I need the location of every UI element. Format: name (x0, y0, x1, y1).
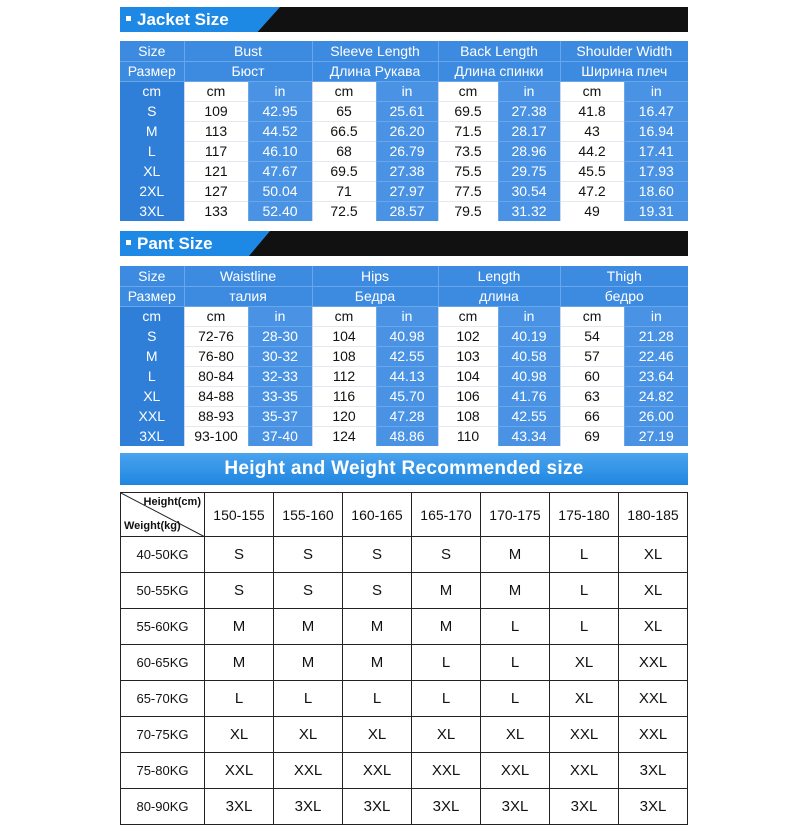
size-cell: XXL (619, 717, 688, 753)
size-cell: L (274, 681, 343, 717)
table-row (121, 717, 688, 753)
table-cell: 28.17 (498, 121, 560, 141)
size-cell: XXL (274, 753, 343, 789)
weight-label: 50-55KG (121, 573, 205, 609)
unit-cm: cm (184, 306, 248, 326)
header-length: Length (438, 266, 560, 286)
size-cell: S (274, 573, 343, 609)
table-cell: 121 (184, 161, 248, 181)
table-cell: 108 (312, 346, 376, 366)
size-cell: XXL (619, 645, 688, 681)
header-bust: Bust (184, 41, 312, 61)
height-header: 175-180 (550, 493, 619, 537)
height-header: 180-185 (619, 493, 688, 537)
table-cell: 48.86 (376, 426, 438, 446)
table-cell: 117 (184, 141, 248, 161)
jacket-size-table (120, 41, 688, 221)
table-cell: 65 (312, 101, 376, 121)
header-bust-ru: Бюст (184, 61, 312, 81)
table-cell: 84-88 (184, 386, 248, 406)
table-cell: 71 (312, 181, 376, 201)
table-cell: 25.61 (376, 101, 438, 121)
table-cell: 76-80 (184, 346, 248, 366)
table-row (120, 366, 688, 386)
table-cell: 104 (438, 366, 498, 386)
size-label: XL (120, 161, 184, 181)
size-cell: XL (343, 717, 412, 753)
weight-label: 70-75KG (121, 717, 205, 753)
header-shoulder-width-ru: Ширина плеч (560, 61, 688, 81)
table-row (121, 753, 688, 789)
size-cell: 3XL (481, 789, 550, 825)
table-cell: 40.98 (376, 326, 438, 346)
table-cell: 120 (312, 406, 376, 426)
header-hips: Hips (312, 266, 438, 286)
size-cell: S (274, 537, 343, 573)
table-row (120, 181, 688, 201)
size-cell: XL (274, 717, 343, 753)
table-cell: 41.8 (560, 101, 624, 121)
table-cell: 49 (560, 201, 624, 221)
table-row (120, 326, 688, 346)
unit-in: in (624, 81, 688, 101)
table-row (121, 645, 688, 681)
unit-cm: cm (312, 306, 376, 326)
size-cell: M (412, 609, 481, 645)
table-cell: 47.2 (560, 181, 624, 201)
table-cell: 80-84 (184, 366, 248, 386)
table-cell: 44.13 (376, 366, 438, 386)
size-cell: M (481, 573, 550, 609)
table-cell: 116 (312, 386, 376, 406)
table-row (121, 537, 688, 573)
unit-label: cm (120, 306, 184, 326)
header-shoulder-width: Shoulder Width (560, 41, 688, 61)
size-cell: M (274, 609, 343, 645)
table-cell: 37-40 (248, 426, 312, 446)
header-thigh-ru: бедро (560, 286, 688, 306)
size-cell: L (481, 645, 550, 681)
size-cell: 3XL (619, 753, 688, 789)
size-cell: L (412, 681, 481, 717)
table-cell: 57 (560, 346, 624, 366)
unit-in: in (376, 81, 438, 101)
size-cell: 3XL (619, 789, 688, 825)
header-length-ru: длина (438, 286, 560, 306)
weight-label: 60-65KG (121, 645, 205, 681)
table-cell: 110 (438, 426, 498, 446)
table-cell: 43.34 (498, 426, 560, 446)
header-back-length-ru: Длина спинки (438, 61, 560, 81)
size-cell: S (205, 573, 274, 609)
table-cell: 24.82 (624, 386, 688, 406)
table-cell: 26.00 (624, 406, 688, 426)
table-cell: 113 (184, 121, 248, 141)
size-cell: L (205, 681, 274, 717)
table-cell: 106 (438, 386, 498, 406)
table-cell: 29.75 (498, 161, 560, 181)
height-header: 160-165 (343, 493, 412, 537)
size-cell: XL (550, 681, 619, 717)
size-label: M (120, 121, 184, 141)
size-cell: M (205, 645, 274, 681)
weight-label: 80-90KG (121, 789, 205, 825)
header-sleeve-length-ru: Длина Рукава (312, 61, 438, 81)
size-cell: XL (619, 609, 688, 645)
table-cell: 71.5 (438, 121, 498, 141)
pant-size-title: Pant Size (137, 234, 213, 253)
unit-cm: cm (560, 81, 624, 101)
table-cell: 28-30 (248, 326, 312, 346)
table-cell: 30-32 (248, 346, 312, 366)
size-cell: L (550, 573, 619, 609)
jacket-size-title: Jacket Size (137, 10, 229, 29)
size-cell: L (412, 645, 481, 681)
table-cell: 72.5 (312, 201, 376, 221)
size-cell: 3XL (550, 789, 619, 825)
table-cell: 41.76 (498, 386, 560, 406)
table-cell: 69.5 (312, 161, 376, 181)
table-cell: 42.95 (248, 101, 312, 121)
table-cell: 108 (438, 406, 498, 426)
table-cell: 112 (312, 366, 376, 386)
size-label: 3XL (120, 426, 184, 446)
table-cell: 46.10 (248, 141, 312, 161)
size-label: L (120, 366, 184, 386)
size-cell: 3XL (274, 789, 343, 825)
table-cell: 42.55 (498, 406, 560, 426)
unit-in: in (248, 306, 312, 326)
bullet-square-icon (126, 240, 131, 245)
size-cell: L (550, 537, 619, 573)
size-cell: S (343, 573, 412, 609)
unit-in: in (624, 306, 688, 326)
recommend-table (120, 492, 688, 825)
unit-cm: cm (438, 306, 498, 326)
recommend-title: Height and Weight Recommended size (224, 458, 584, 479)
table-row (121, 789, 688, 825)
table-cell: 17.93 (624, 161, 688, 181)
table-cell: 60 (560, 366, 624, 386)
table-cell: 77.5 (438, 181, 498, 201)
table-cell: 26.79 (376, 141, 438, 161)
weight-label: 65-70KG (121, 681, 205, 717)
size-cell: XXL (619, 681, 688, 717)
table-cell: 27.38 (376, 161, 438, 181)
table-row (120, 141, 688, 161)
table-cell: 44.52 (248, 121, 312, 141)
table-cell: 54 (560, 326, 624, 346)
table-cell: 127 (184, 181, 248, 201)
table-cell: 109 (184, 101, 248, 121)
size-cell: XXL (481, 753, 550, 789)
weight-label: 55-60KG (121, 609, 205, 645)
unit-label: cm (120, 81, 184, 101)
size-label: L (120, 141, 184, 161)
table-row (121, 573, 688, 609)
table-row (120, 406, 688, 426)
table-row (120, 101, 688, 121)
table-cell: 22.46 (624, 346, 688, 366)
header-size: Size (120, 41, 184, 61)
unit-in: in (376, 306, 438, 326)
size-label: XL (120, 386, 184, 406)
table-cell: 21.28 (624, 326, 688, 346)
table-cell: 16.94 (624, 121, 688, 141)
height-header: 150-155 (205, 493, 274, 537)
size-cell: 3XL (412, 789, 481, 825)
size-cell: L (481, 681, 550, 717)
table-cell: 17.41 (624, 141, 688, 161)
table-cell: 27.97 (376, 181, 438, 201)
size-cell: L (481, 609, 550, 645)
header-size: Size (120, 266, 184, 286)
size-cell: L (550, 609, 619, 645)
table-cell: 75.5 (438, 161, 498, 181)
table-cell: 50.04 (248, 181, 312, 201)
size-cell: XXL (343, 753, 412, 789)
table-cell: 104 (312, 326, 376, 346)
table-cell: 44.2 (560, 141, 624, 161)
table-cell: 23.64 (624, 366, 688, 386)
table-cell: 28.96 (498, 141, 560, 161)
unit-cm: cm (312, 81, 376, 101)
size-label: M (120, 346, 184, 366)
table-row (120, 161, 688, 181)
size-label: S (120, 326, 184, 346)
size-cell: XXL (550, 753, 619, 789)
size-cell: XL (481, 717, 550, 753)
table-cell: 26.20 (376, 121, 438, 141)
table-cell: 47.67 (248, 161, 312, 181)
table-cell: 40.19 (498, 326, 560, 346)
table-cell: 93-100 (184, 426, 248, 446)
unit-in: in (248, 81, 312, 101)
size-cell: XL (619, 573, 688, 609)
table-cell: 102 (438, 326, 498, 346)
table-cell: 66.5 (312, 121, 376, 141)
table-cell: 63 (560, 386, 624, 406)
size-cell: M (481, 537, 550, 573)
unit-in: in (498, 81, 560, 101)
table-row (120, 346, 688, 366)
size-cell: XXL (205, 753, 274, 789)
weight-label: 75-80KG (121, 753, 205, 789)
table-cell: 33-35 (248, 386, 312, 406)
header-waistline: Waistline (184, 266, 312, 286)
table-cell: 88-93 (184, 406, 248, 426)
table-row (120, 426, 688, 446)
size-cell: M (343, 645, 412, 681)
unit-cm: cm (560, 306, 624, 326)
table-cell: 72-76 (184, 326, 248, 346)
size-cell: L (343, 681, 412, 717)
table-row (120, 121, 688, 141)
header-back-length: Back Length (438, 41, 560, 61)
size-cell: 3XL (205, 789, 274, 825)
table-cell: 66 (560, 406, 624, 426)
size-cell: XL (619, 537, 688, 573)
unit-cm: cm (438, 81, 498, 101)
table-cell: 27.38 (498, 101, 560, 121)
header-sleeve-length: Sleeve Length (312, 41, 438, 61)
height-header: 165-170 (412, 493, 481, 537)
table-cell: 45.5 (560, 161, 624, 181)
size-cell: S (343, 537, 412, 573)
table-cell: 35-37 (248, 406, 312, 426)
table-cell: 16.47 (624, 101, 688, 121)
size-cell: S (205, 537, 274, 573)
weight-label: 40-50KG (121, 537, 205, 573)
table-cell: 32-33 (248, 366, 312, 386)
table-cell: 19.31 (624, 201, 688, 221)
height-header: 155-160 (274, 493, 343, 537)
size-cell: M (343, 609, 412, 645)
height-weight-corner (121, 493, 205, 537)
header-size-ru: Размер (120, 286, 184, 306)
table-cell: 30.54 (498, 181, 560, 201)
table-cell: 40.58 (498, 346, 560, 366)
weight-label: Weight(kg) (124, 520, 181, 532)
table-cell: 45.70 (376, 386, 438, 406)
header-thigh: Thigh (560, 266, 688, 286)
unit-in: in (498, 306, 560, 326)
pant-size-table (120, 266, 688, 446)
header-hips-ru: Бедра (312, 286, 438, 306)
bullet-square-icon (126, 16, 131, 21)
table-cell: 103 (438, 346, 498, 366)
table-cell: 40.98 (498, 366, 560, 386)
size-label: 3XL (120, 201, 184, 221)
header-waistline-ru: талия (184, 286, 312, 306)
size-label: 2XL (120, 181, 184, 201)
size-cell: XXL (550, 717, 619, 753)
table-cell: 47.28 (376, 406, 438, 426)
table-cell: 18.60 (624, 181, 688, 201)
height-header: 170-175 (481, 493, 550, 537)
table-row (121, 609, 688, 645)
size-label: XXL (120, 406, 184, 426)
size-cell: S (412, 537, 481, 573)
table-cell: 27.19 (624, 426, 688, 446)
table-row (120, 201, 688, 221)
header-size-ru: Размер (120, 61, 184, 81)
jacket-size-banner (120, 7, 688, 32)
table-cell: 28.57 (376, 201, 438, 221)
table-cell: 68 (312, 141, 376, 161)
size-cell: M (205, 609, 274, 645)
table-cell: 52.40 (248, 201, 312, 221)
size-cell: XL (550, 645, 619, 681)
table-cell: 69.5 (438, 101, 498, 121)
table-cell: 124 (312, 426, 376, 446)
table-row (120, 386, 688, 406)
table-cell: 69 (560, 426, 624, 446)
size-cell: M (412, 573, 481, 609)
size-cell: 3XL (343, 789, 412, 825)
recommend-banner (120, 453, 688, 485)
height-label: Height(cm) (143, 496, 201, 508)
table-row (121, 681, 688, 717)
size-cell: XL (412, 717, 481, 753)
table-cell: 43 (560, 121, 624, 141)
table-cell: 42.55 (376, 346, 438, 366)
table-cell: 133 (184, 201, 248, 221)
size-cell: XL (205, 717, 274, 753)
table-cell: 31.32 (498, 201, 560, 221)
table-cell: 73.5 (438, 141, 498, 161)
unit-cm: cm (184, 81, 248, 101)
table-cell: 79.5 (438, 201, 498, 221)
size-label: S (120, 101, 184, 121)
size-cell: M (274, 645, 343, 681)
pant-size-banner (120, 231, 688, 256)
size-cell: XXL (412, 753, 481, 789)
